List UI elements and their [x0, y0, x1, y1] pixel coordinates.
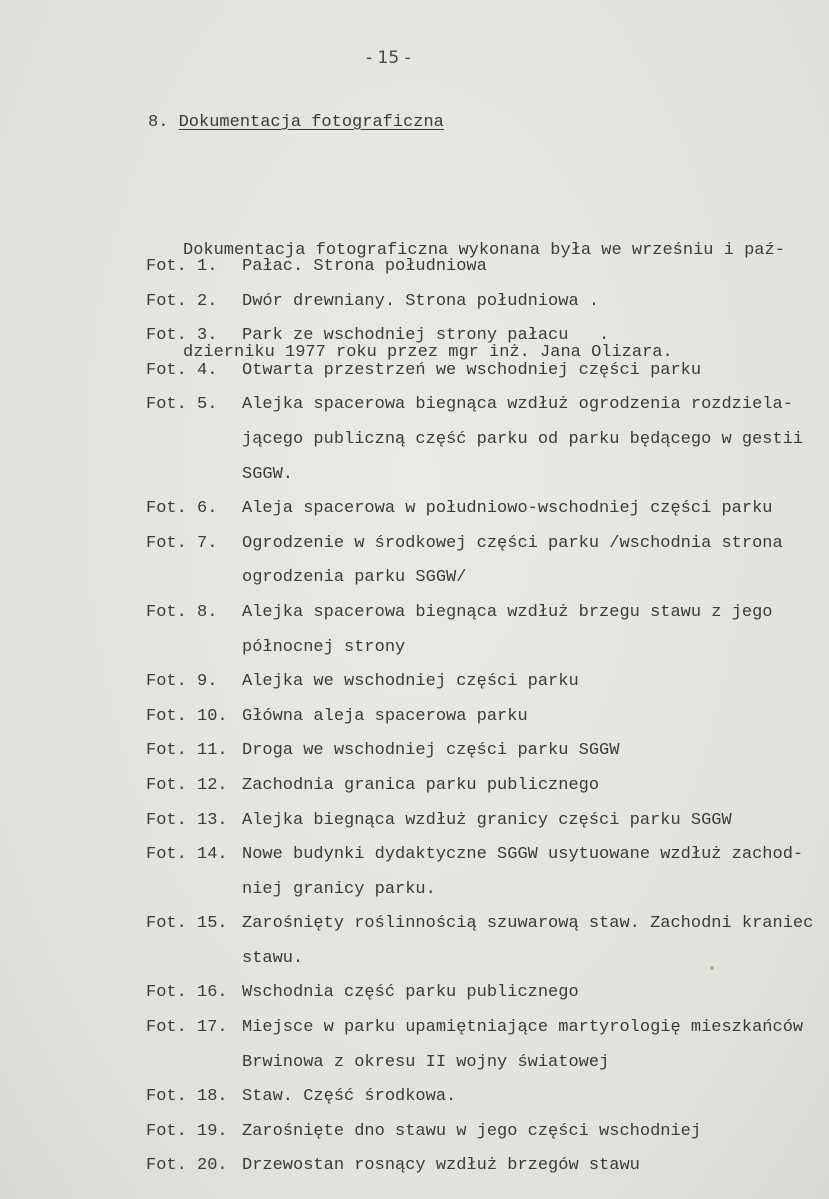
photo-entry — [146, 734, 826, 769]
photo-caption — [242, 1080, 456, 1115]
photo-label: Fot. 12. — [146, 775, 228, 795]
caption-line: Dwór drewniany. Strona południowa . — [242, 291, 600, 311]
caption-line: SGGW. — [242, 464, 294, 484]
caption-line: jącego publiczną część parku od parku będącego w gestii — [242, 429, 804, 449]
page-number: - 15 - — [366, 48, 411, 68]
photo-entry — [146, 492, 826, 527]
photo-entry — [146, 250, 826, 285]
photo-label: Fot. 5. — [146, 395, 218, 415]
caption-line: Zachodnia granica parku publicznego — [242, 775, 600, 795]
photo-caption — [242, 665, 579, 700]
caption-line: Drzewostan rosnący wzdłuż brzegów stawu — [242, 1156, 640, 1176]
photo-entry — [146, 1115, 826, 1150]
photo-caption — [242, 596, 773, 665]
photo-caption — [242, 734, 619, 769]
caption-line: Zarośnięte dno stawu w jego części wschodniej — [242, 1121, 702, 1141]
photo-caption — [242, 1115, 701, 1150]
photo-caption — [242, 907, 813, 976]
photo-label: Fot. 13. — [146, 810, 228, 830]
photo-label: Fot. 9. — [146, 672, 218, 692]
caption-line: Aleja spacerowa w południowo-wschodniej części parku — [242, 499, 773, 519]
photo-caption — [242, 769, 599, 804]
caption-line: Droga we wschodniej części parku SGGW — [242, 741, 620, 761]
caption-line: Staw. Część środkowa. — [242, 1087, 457, 1107]
photo-caption — [242, 250, 487, 285]
photo-entry — [146, 354, 826, 389]
photo-label: Fot. 8. — [146, 602, 218, 622]
section-title: Dokumentacja fotograficzna — [178, 113, 444, 132]
photo-label: Fot. 7. — [146, 533, 218, 553]
caption-line: ogrodzenia parku SGGW/ — [242, 568, 467, 588]
photo-caption — [242, 354, 701, 389]
photo-label: Fot. 11. — [146, 741, 228, 761]
caption-line: Główna aleja spacerowa parku — [242, 706, 528, 726]
photo-label: Fot. 3. — [146, 326, 218, 346]
caption-line: północnej strony — [242, 637, 406, 657]
photo-caption — [242, 319, 609, 354]
photo-label: Fot. 20. — [146, 1156, 228, 1176]
photo-caption — [242, 976, 579, 1011]
photo-entry — [146, 285, 826, 320]
section-number: 8. — [148, 113, 169, 132]
caption-line: Alejka we wschodniej części parku — [242, 672, 579, 692]
photo-label: Fot. 17. — [146, 1018, 228, 1038]
photo-entry — [146, 1149, 826, 1184]
photo-label: Fot. 14. — [146, 845, 228, 865]
photo-entry — [146, 388, 826, 492]
caption-line: Brwinowa z okresu II wojny światowej — [242, 1052, 610, 1072]
photo-caption — [242, 492, 773, 527]
photo-caption — [242, 1011, 803, 1080]
photo-entry — [146, 700, 826, 735]
photo-entry — [146, 1080, 826, 1115]
photo-caption — [242, 838, 803, 907]
photo-entry — [146, 319, 826, 354]
caption-line: niej granicy parku. — [242, 879, 436, 899]
caption-line: stawu. — [242, 948, 304, 968]
caption-line: Ogrodzenie w środkowej części parku /wschodnia strona — [242, 533, 783, 553]
caption-line: Otwarta przestrzeń we wschodniej części parku — [242, 360, 702, 380]
photo-caption — [242, 285, 599, 320]
photo-caption — [242, 804, 732, 839]
caption-line: Nowe budynki dydaktyczne SGGW usytuowane wzdłuż zachod- — [242, 845, 804, 865]
photo-caption — [242, 1149, 640, 1184]
photo-entry — [146, 1011, 826, 1080]
photo-list — [146, 250, 826, 1184]
photo-label: Fot. 10. — [146, 706, 228, 726]
photo-entry — [146, 665, 826, 700]
photo-label: Fot. 18. — [146, 1087, 228, 1107]
paper-speck — [710, 966, 714, 970]
photo-label: Fot. 6. — [146, 499, 218, 519]
caption-line: Alejka spacerowa biegnąca wzdłuż brzegu stawu z jego — [242, 602, 773, 622]
photo-caption — [242, 527, 783, 596]
photo-label: Fot. 19. — [146, 1121, 228, 1141]
caption-line: Zarośnięty roślinnością szuwarową staw. Zachodni kraniec — [242, 914, 814, 934]
photo-caption — [242, 388, 803, 492]
photo-entry — [146, 596, 826, 665]
photo-label: Fot. 1. — [146, 257, 218, 276]
caption-line: Park ze wschodniej strony pałacu . — [242, 326, 610, 346]
intro-line: Dokumentacja fotograficzna wykonana była we wrześniu i paź- — [183, 241, 785, 260]
photo-label: Fot. 15. — [146, 914, 228, 934]
photo-entry — [146, 527, 826, 596]
intro-line: dzierniku 1977 roku przez mgr inż. Jana Olizara. — [183, 343, 673, 362]
photo-label: Fot. 16. — [146, 983, 228, 1003]
caption-line: Pałac. Strona południowa — [242, 257, 487, 276]
photo-entry — [146, 976, 826, 1011]
caption-line: Miejsce w parku upamiętniające martyrologię mieszkańców — [242, 1018, 804, 1038]
photo-entry — [146, 769, 826, 804]
photo-entry — [146, 804, 826, 839]
photo-caption — [242, 700, 528, 735]
caption-line: Alejka spacerowa biegnąca wzdłuż ogrodzenia rozdziela- — [242, 395, 793, 415]
caption-line: Alejka biegnąca wzdłuż granicy części parku SGGW — [242, 810, 732, 830]
section-heading — [148, 113, 444, 132]
photo-label: Fot. 2. — [146, 291, 218, 311]
caption-line: Wschodnia część parku publicznego — [242, 983, 579, 1003]
photo-entry — [146, 907, 826, 976]
photo-entry — [146, 838, 826, 907]
photo-label: Fot. 4. — [146, 360, 218, 380]
